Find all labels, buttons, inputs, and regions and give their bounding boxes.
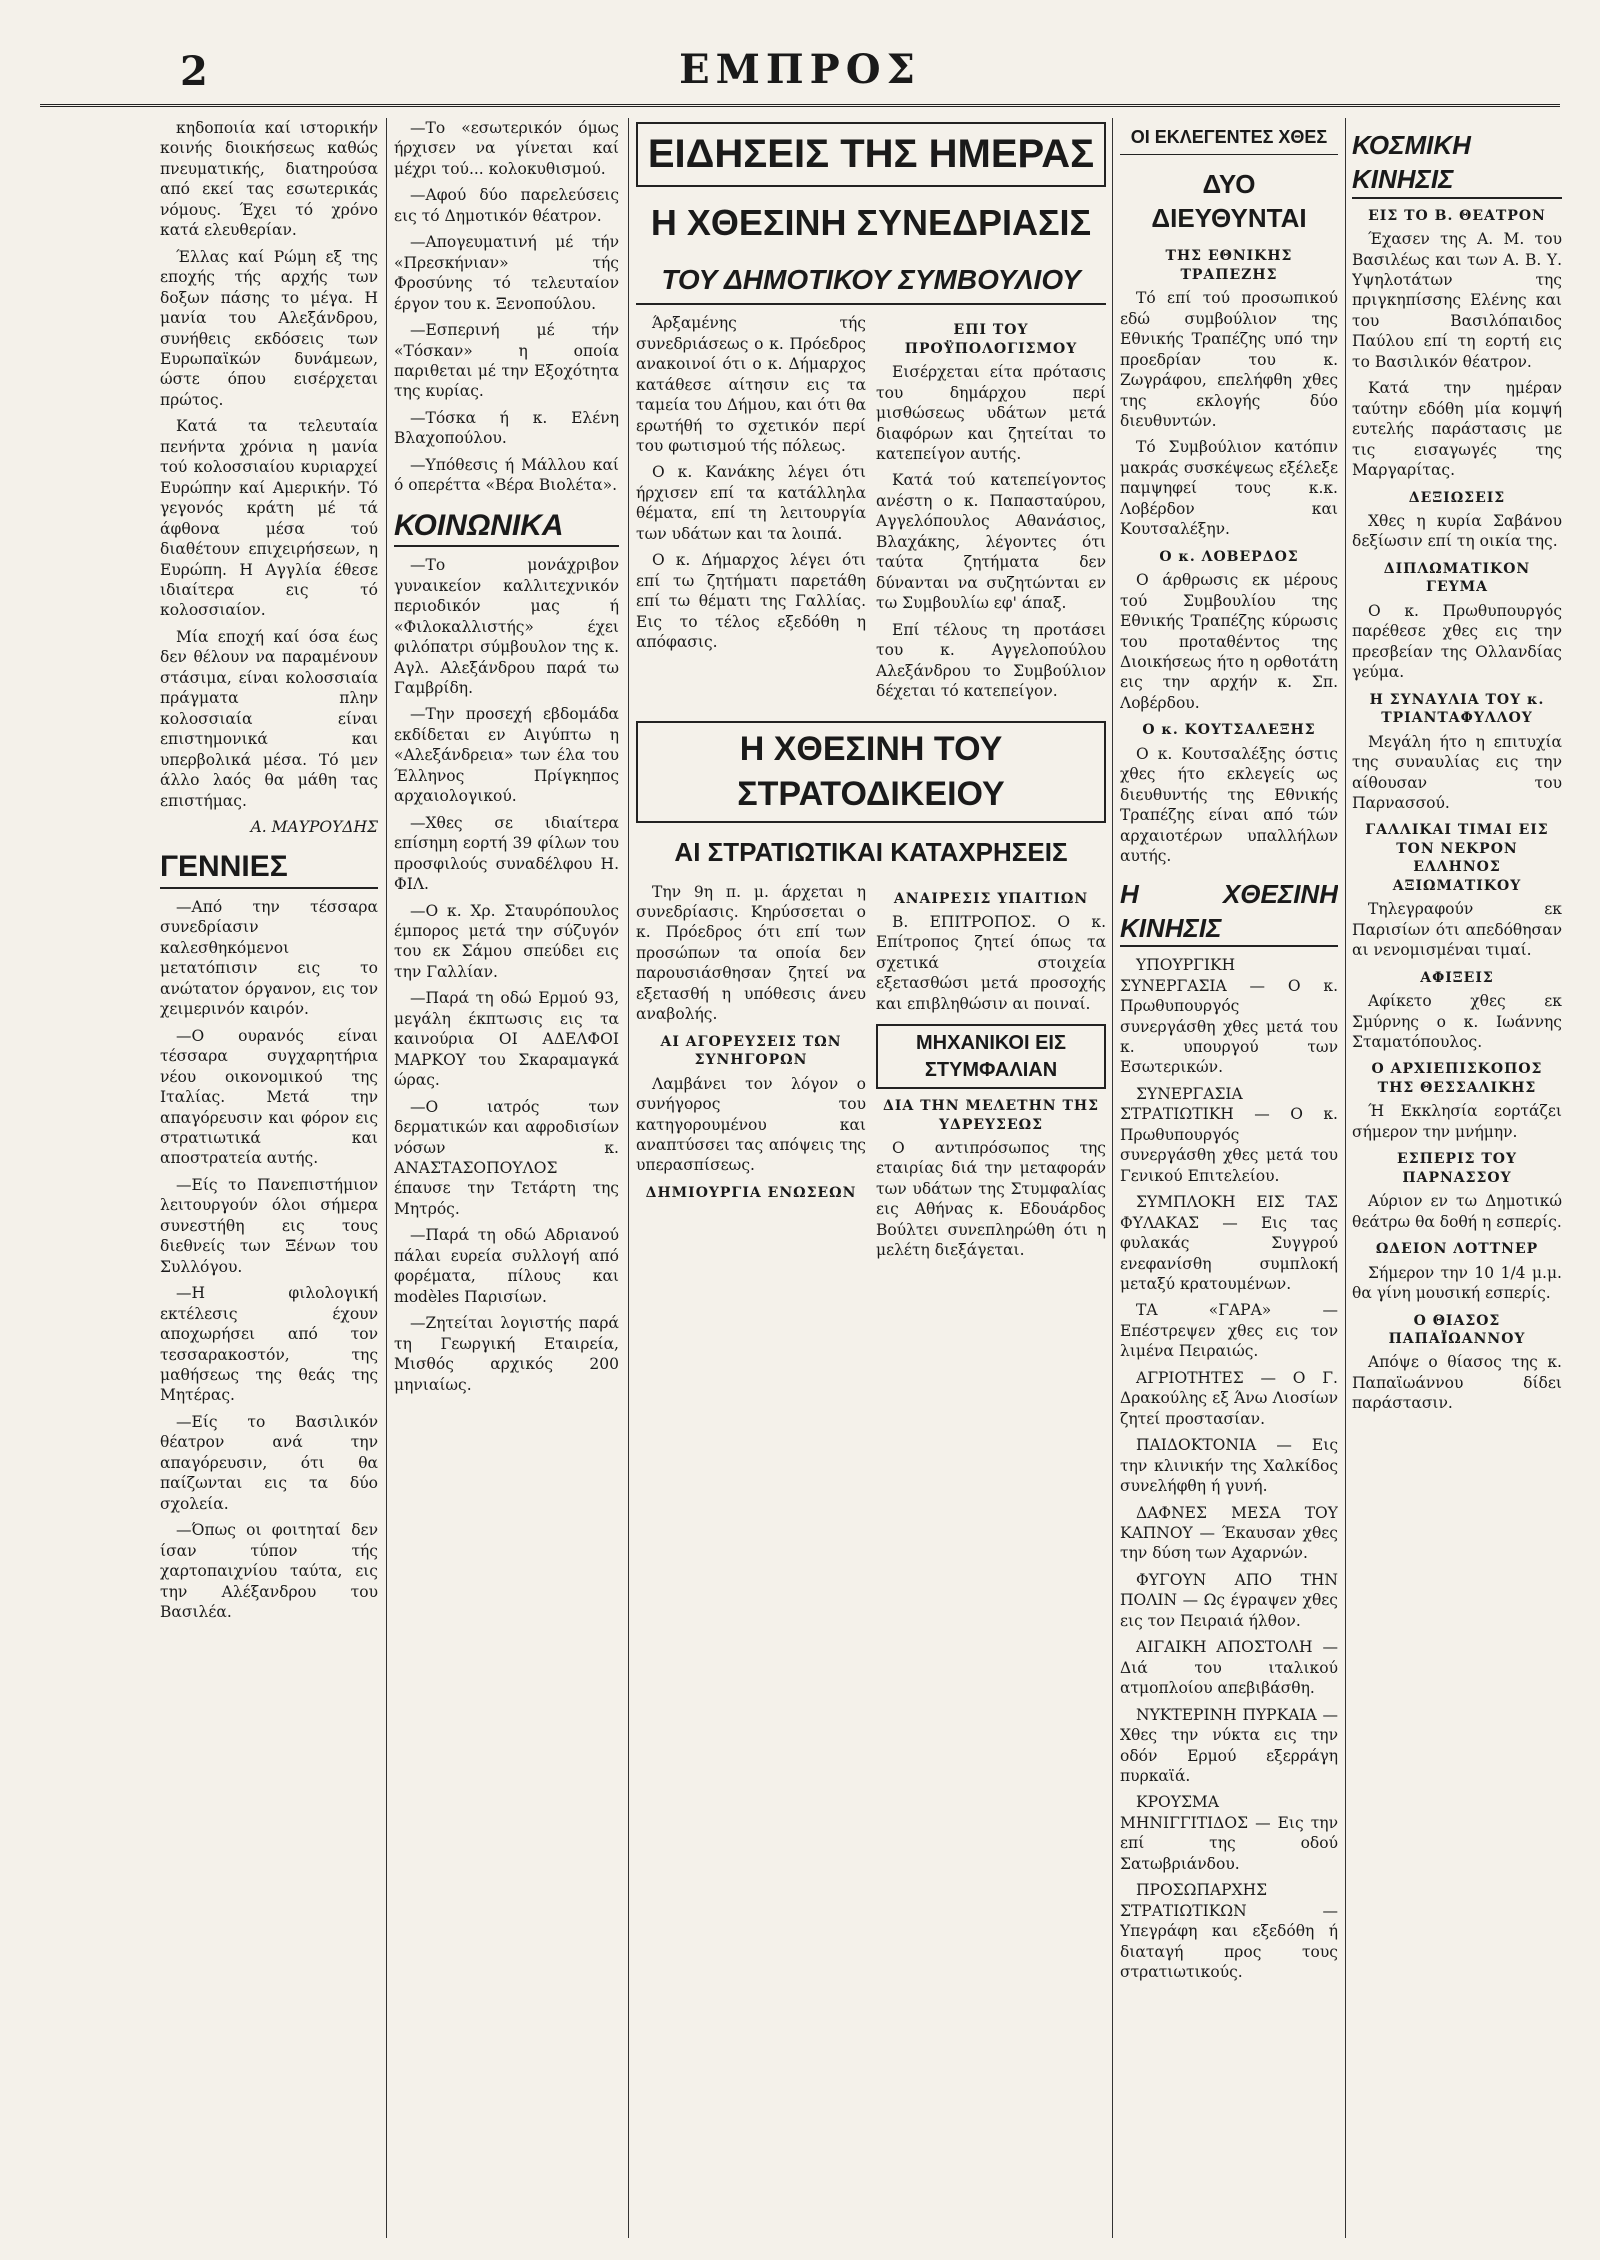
news-item: —Υπόθεσις ή Μάλλου καί ό οπερέττα «Βέρα Βιολέτα». [394,455,619,495]
news-item: ΑΙΓΑΙΚΗ ΑΠΟΣΤΟΛΗ — Διά του ιταλικού ατμοπλοίου απεβιβάσθη. [1120,1638,1338,1698]
article-paragraph: κηδοποιία καί ιστορικήν κοινής διοικήσεως καθώς πνευματικής, διατηρούσα από εκεί τας εσωτερικάς νόμους. Έχει τό χρόνο κατά ελευθερίαν. [160,119,378,240]
article-paragraph: Ο κ. Δήμαρχος λέγει ότι επί τω ζητήματι παρετάθη επί τω θέματι της Γαλλίας. Εις το τέλος εξεδόθη η απόφασις. [636,551,866,652]
page-number: 2 [180,48,208,95]
subheading: ΔΗΜΙΟΥΡΓΙΑ ΕΝΩΣΕΩΝ [645,1184,857,1201]
news-item: —Η φιλολογική εκτέλεσις έχουν αποχωρήσει από τον τεσσαρακοστόν, της μαθήσεως της θεάς της Μητέρας. [160,1284,378,1405]
news-item: —Είς το Βασιλικόν θέατρον ανά την απαγόρευσιν, ότι θα παίζωνται εις τα δύο σχολεία. [160,1412,378,1513]
news-item: Κατά την ημέραν ταύτην εδόθη μία κομψή ευτελής παράστασις με τις εισαγωγές της Μαργαρίτας. [1352,379,1562,480]
column-2 [394,118,619,2238]
news-item: —Ο ιατρός των δερματικών και αφροδισίων νόσων κ. ΑΝΑΣΤΑΣΟΠΟΥΛΟΣ έπαυσε την Τετάρτη της Μητρός. [394,1097,619,1218]
news-item: —Τόσκα ή κ. Ελένη Βλαχοπούλου. [394,408,619,448]
news-item: Αύριον εν τω Δημοτικώ θεάτρω θα δοθή η εσπερίς. [1352,1192,1562,1231]
subheading: ΕΙΣ ΤΟ Β. ΘΕΑΤΡΟΝ [1368,207,1546,224]
article-paragraph: Κατά τού κατεπείγοντος ανέστη ο κ. Παπασταύρου, Αγγελόπουλος Αθανάσιος, Βλαχάκης, λέγοντες ότι ταύτα ζητήματα δεν δύνανται να συζητώνται εν τω Συμβουλίω εφ' άπαξ. [876,471,1106,613]
news-item: ΥΠΟΥΡΓΙΚΗ ΣΥΝΕΡΓΑΣΙΑ — Ο κ. Πρωθυπουργός συνεργάσθη χθες μετά του κ. υπουργού των Εσωτερικών. [1120,956,1338,1077]
article-paragraph: Κατά τα τελευταία πενήντα χρόνια η μανία τού κολοσσιαίου κυριαρχεί Ευρώπην καί Αμερικήν. Τό γεγονός κράτη μέ τά άφθονα μέσα τού διαθέτουν επιχειρήσεων, η Ευρώπη. Η Αγγλία έθεσε ιδιαίτερα εις τό κολοσσιαίον. [160,417,378,620]
article-paragraph: Την 9η π. μ. άρχεται η συνεδρίασις. Κηρύσσεται ο κ. Πρόεδρος ότι επί των προσώπων τα οποία δεν παρουσιάσθησαν ζητεί να εξετασθή η υπόθεσις άνευ αναβολής. [636,882,866,1024]
subheading: ΑΦΙΞΕΙΣ [1420,969,1494,986]
article-paragraph: Έλλας καί Ρώμη εξ της εποχής τής αρχής των δοξων πάσης το μέγα. Η μανία του Αλεξάνδρου, συνήθεις εκδόσεις των Ευρωπαϊκών δυνάμεων, ώστε όπου εισέρχεται πρώτος. [160,247,378,409]
article-paragraph: Ο αντιπρόσωπος της εταιρίας διά την μεταφοράν των υδάτων της Στυμφαλίας εις Αθήνας κ. Εδουάρδος Βούλτει συνεπληρώθη ότι η μελέτη διεξάγεται. [876,1138,1106,1260]
article-paragraph: Ο κ. Κουτσαλέξης όστις χθες ήτο εκλεγείς ως διευθυντής της Εθνικής Τραπέζης είναι από τών αρχαιοτέρων υπαλλήλων αυτής. [1120,744,1338,866]
news-item: —Όπως οι φοιτηταί δεν ίσαν τύπον τής χαρτοπαιχνίου ταύτα, εις την Αλέξανδρου του Βασιλέα. [160,1521,378,1621]
column-5 [1352,118,1562,2238]
news-item: ΤΑ «ΓΑΡΑ» — Επέστρεψεν χθες εις τον λιμένα Πειραιώς. [1120,1301,1338,1361]
headline-council: Η ΧΘΕΣΙΝΗ ΣΥΝΕΔΡΙΑΣΙΣ [650,201,1092,243]
section-title-gennies: ΓΕΝΝΙΕΣ [160,847,378,889]
column-divider [628,118,629,2238]
subheading: Ο ΑΡΧΙΕΠΙΣΚΟΠΟΣ ΤΗΣ ΘΕΣΣΑΛΙΚΗΣ [1371,1061,1543,1096]
column-divider [1345,118,1346,2238]
section-title-kinisis: Η ΧΘΕΣΙΝΗ ΚΙΝΗΣΙΣ [1120,877,1338,948]
subheading: ΓΑΛΛΙΚΑΙ ΤΙΜΑΙ ΕΙΣ ΤΟΝ ΝΕΚΡΟΝ ΕΛΛΗΝΟΣ ΑΞΙΩΜΑΤΙΚΟΥ [1365,822,1549,894]
news-item: ΠΑΙΔΟΚΤΟΝΙΑ — Εις την κλινικήν της Χαλκίδος συνελήφθη ή γυνή. [1120,1436,1338,1496]
column-4 [1120,118,1338,2238]
news-item: Σήμερον την 10 1/4 μ.μ. θα γίνη μουσική εσπερίς. [1352,1263,1562,1303]
news-item: —Χθες σε ιδιαίτερα επίσημη εορτή 39 φίλων του προσφιλούς συναδέλφου Η. ΦΙΛ. [394,813,619,894]
news-item: —Την προσεχή εβδομάδα εκδίδεται εν Αιγύπτω η «Αλεξάνδρεια» των έλα του Έλληνος Πρίγκηπος αρχαιολογικού. [394,705,619,806]
news-item: Ή Εκκλησία εορτάζει σήμερον την μνήμην. [1352,1102,1562,1141]
news-item: Χθες η κυρία Σαβάνου δεξίωσιν επί τη οικία της. [1352,512,1562,551]
news-item: —Από την τέσσαρα συνεδρίασιν καλεσθηκόμενοι μετατόπισιν εις το ανώτατον όργανον, εις τον χειμερινόν καιρόν. [160,898,378,1019]
news-item: Απόψε ο θίασος της κ. Παπαϊωάννου δίδει παράστασιν. [1352,1353,1562,1413]
headline-court-martial-sub: ΑΙ ΣΤΡΑΤΙΩΤΙΚΑΙ ΚΑΤΑΧΡΗΣΕΙΣ [674,837,1068,868]
headline-engineers-sub: ΔΙΑ ΤΗΝ ΜΕΛΕΤΗΝ ΤΗΣ ΥΔΡΕΥΣΕΩΣ [882,1098,1100,1133]
news-item: —Παρά τη οδώ Ερμού 93, μεγάλη έκπτωσις εις τα καινούρια ΟΙ ΑΔΕΛΦΟΙ ΜΑΡΚΟΥ του Σκαραμαγκά ώρας. [394,989,619,1090]
article-paragraph: Εισέρχεται είτα πρότασις του δημάρχου περί μισθώσεως υδάτων μετά διαφόρων και ζητείται το κατεπείγον αυτής. [876,363,1106,464]
column-divider [386,118,387,2238]
headline-engineers: ΜΗΧΑΝΙΚΟΙ ΕΙΣ ΣΤΥΜΦΑΛΙΑΝ [876,1024,1106,1089]
article-paragraph: Λαμβάνει τον λόγον ο συνήγορος του κατηγορουμένου και αναπτύσσει τας απόψεις της υπερασπίσεως. [636,1074,866,1175]
headline-council-sub: ΤΟΥ ΔΗΜΟΤΙΚΟΥ ΣΥΜΒΟΥΛΙΟΥ [636,258,1106,305]
subheading: ΑΝΑΙΡΕΣΙΣ ΥΠΑΙΤΙΩΝ [893,890,1089,907]
news-item: —Παρά τη οδώ Αδριανού πάλαι ευρεία συλλογή από φορέματα, πίλους και modèles Παρισίων. [394,1226,619,1306]
news-item: ΣΥΝΕΡΓΑΣΙΑ ΣΤΡΑΤΙΩΤΙΚΗ — Ο κ. Πρωθυπουργός συνεργάσθη χθες μετά του Γενικού Επιτελείου. [1120,1084,1338,1185]
author-signature: Α. ΜΑΥΡΟΥΔΗΣ [250,817,378,836]
news-item: Τηλεγραφούν εκ Παρισίων ότι απεδόθησαν αι νενομισμέναι τιμαί. [1352,900,1562,960]
article-paragraph: Επί τέλους τη προτάσει του κ. Αγγελοπούλου Αλεξάνδρου το Συμβούλιον δέχεται τό κατεπείγον. [876,620,1106,700]
section-title-kosmiki: ΚΟΣΜΙΚΗ ΚΙΝΗΣΙΣ [1352,128,1562,199]
news-item: —Ο ουρανός είναι τέσσαρα συγχαρητήρια νέου οικονομικού της Ιταλίας. Μετά την απαγόρευσιν και φόρον εις στρατιωτικά και αποστρατεία αυτής. [160,1026,378,1168]
masthead-rule [40,104,1560,107]
news-item: ΔΑΦΝΕΣ ΜΕΣΑ ΤΟΥ ΚΑΠΝΟΥ — Έκαυσαν χθες την δύση των Αχαρνών. [1120,1503,1338,1563]
news-item: —Το «εσωτερικόν όμως ήρχισεν να γίνεται καί μέχρι τού... κολοκυθισμού. [394,119,619,178]
column-divider [1112,118,1113,2238]
article-paragraph: Ο κ. Κανάκης λέγει ότι ήρχισεν επί τα κατάλληλα θέματα, επί τη λειτουργία των υδάτων και τα λοιπά. [636,463,866,543]
headline-elected-sub: ΔΥΟ ΔΙΕΥΘΥΝΤΑΙ [1151,168,1307,234]
article-paragraph: Άρξαμένης τής συνεδριάσεως ο κ. Πρόεδρος ανακοινοί ότι ο κ. Δήμαρχος κατάθεσε αίτησιν εις τα ταμεία του Δήμου, και ότι θα ερωτήθή το σχετικόν περί του φωτισμού τής πόλεως. [636,314,866,455]
subheading: Η ΣΥΝΑΥΛΙΑ ΤΟΥ κ. ΤΡΙΑΝΤΑΦΥΛΛΟΥ [1369,691,1545,727]
subheading: ΔΕΞΙΩΣΕΙΣ [1408,489,1506,506]
banner-news-of-day: ΕΙΔΗΣΕΙΣ ΤΗΣ ΗΜΕΡΑΣ [636,122,1106,187]
article-council [636,313,1106,707]
news-item: ΑΓΡΙΟΤΗΤΕΣ — Ο Γ. Δρακούλης εξ Άνω Λιοσίων ζητεί προστασίαν. [1120,1368,1338,1428]
subheading: Ο κ. ΛΟΒΕΡΔΟΣ [1159,548,1299,565]
article-paragraph: Τό επί τού προσωπικού εδώ συμβούλιον της Εθνικής Τραπέζης υπό την προεδρίαν του κ. Ζωγράφου, επελήφθη χθες της εκλογής δύο διευθυντών. [1120,289,1338,431]
masthead [40,18,1560,108]
news-item-list [1120,955,1338,1982]
column-3 [636,118,1106,2238]
article-paragraph: Ο άρθρωσις εκ μέρους τού Συμβουλίου της Εθνικής Τραπέζης κύρωσις του προταθέντος της Διοικήσεως ήτο η ορθοτάτη εις την αρχήν κ. Σπ. Λοβέρδου. [1120,571,1338,712]
subheading: Ο κ. ΚΟΥΤΣΑΛΕΞΗΣ [1142,722,1316,739]
news-item: —Το μονάχριβον γυναικείον καλλιτεχνικόν περιοδικόν μας ή «Φιλοκαλλιστής» έχει φιλόπατρι σύμβουλον της κ. Αγλ. Αλεξάνδρου παρά τω Γαμβρίδη. [394,556,619,698]
subheading: ΩΔΕΙΟΝ ΛΟΤΤΝΕΡ [1375,1241,1539,1258]
news-item: Ο κ. Πρωθυπουργός παρέθεσε χθες εις την πρεσβείαν της Ολλανδίας γεύμα. [1352,601,1562,682]
headline-court-martial: Η ΧΘΕΣΙΝΗ ΤΟΥ ΣΤΡΑΤΟΔΙΚΕΙΟΥ [636,721,1106,823]
news-item: —Ζητείται λογιστής παρά τη Γεωργική Εταιρεία, Μισθός αρχικός 200 μηνιαίως. [394,1314,619,1394]
news-item: ΚΡΟΥΣΜΑ ΜΗΝΙΓΓΙΤΙΔΟΣ — Εις την επί της οδού Σατωβριάνδου. [1120,1793,1338,1873]
subheading: ΑΙ ΑΓΟΡΕΥΣΕΙΣ ΤΩΝ ΣΥΝΗΓΟΡΩΝ [660,1033,842,1069]
article-court-martial [636,882,1106,1267]
news-item: —Αφού δύο παρελεύσεις εις τό Δημοτικόν θέατρον. [394,186,619,225]
headline-elected-sub2: ΤΗΣ ΕΘΝΙΚΗΣ ΤΡΑΠΕΖΗΣ [1165,248,1293,283]
news-item: ΠΡΟΣΩΠΑΡΧΗΣ ΣΤΡΑΤΙΩΤΙΚΩΝ — Υπεγράφη και εξεδόθη ή διαταγή προς τους στρατιωτικούς. [1120,1881,1338,1982]
article-paragraph: Μία εποχή καί όσα έως δεν θέλουν να παραμένουν στάσιμα, είναι κολοσσιαία πράγματα πλην κολοσσιαία είναι επιστημονικά και υπερβολικά μέσα. Τό μεν άλλο λαός θα μάθη τας επιστήμας. [160,627,378,810]
news-item: ΦΥΓΟΥΝ ΑΠΟ ΤΗΝ ΠΟΛΙΝ — Ως έγραψεν χθες εις τον Πειραιά ήλθον. [1120,1570,1338,1630]
column-1 [160,118,378,2238]
news-item: —Απογευματινή μέ τήν «Πρεσκήνιαν» τής Φροσύνης τό τελευταίον έργον του κ. Ξενοπούλου. [394,233,619,313]
news-item: ΝΥΚΤΕΡΙΝΗ ΠΥΡΚΑΙΑ — Χθες την νύκτα εις την οδόν Ερμού εξερράγη πυρκαϊά. [1120,1705,1338,1785]
news-item: —Εσπερινή μέ τήν «Τόσκαν» η οποία παριθεται μέ την Εξοχότητα της κυρίας. [394,321,619,401]
news-item: Αφίκετο χθες εκ Σμύρνης ο κ. Ιωάννης Σταματόπουλος. [1352,992,1562,1052]
subheading: Ο ΘΙΑΣΟΣ ΠΑΠΑΪΩΑΝΝΟΥ [1388,1312,1526,1347]
subheading: ΕΣΠΕΡΙΣ ΤΟΥ ΠΑΡΝΑΣΣΟΥ [1397,1151,1517,1186]
news-item: —Ο κ. Χρ. Σταυρόπουλος έμπορος μετά την σύζυγόν του εκ Σάμου σπεύδει εις την Γαλλίαν. [394,901,619,981]
subheading: ΔΙΠΛΩΜΑΤΙΚΟΝ ΓΕΥΜΑ [1383,560,1531,596]
news-item: Μεγάλη ήτο η επιτυχία της συναυλίας εις την αίθουσαν του Παρνασσού. [1352,732,1562,812]
paper-name: ΕΜΠΡΟΣ [679,46,921,93]
news-item: ΣΥΜΠΛΟΚΗ ΕΙΣ ΤΑΣ ΦΥΛΑΚΑΣ — Εις τας φυλακάς Συγγρού ενεφανίσθη συμπλοκή μεταξύ κρατουμένων. [1120,1193,1338,1293]
headline-elected: ΟΙ ΕΚΛΕΓΕΝΤΕΣ ΧΘΕΣ [1120,122,1338,155]
subheading: ΕΠΙ ΤΟΥ ΠΡΟΫΠΟΛΟΓΙΣΜΟΥ [904,322,1078,357]
article-paragraph: Τό Συμβούλιον κατόπιν μακράς συσκέψεως εξέλεξε παμψηφεί τους κ.κ. Λοβέρδον και Κουτσαλέξην. [1120,438,1338,539]
news-item: Έχασεν της Α. Μ. του Βασιλέως και των Α. Β. Υ. Υψηλοτάτων της πριγκηπίσσης Ελένης και του Βασιλόπαιδος Παύλου επί τη εορτή εις το Βασιλικόν θέατρον. [1352,230,1562,371]
article-paragraph: Β. ΕΠΙΤΡΟΠΟΣ. Ο κ. Επίτροπος ζητεί όπως τα σχετικά στοιχεία εξετασθώσι μετά προσοχής και επιβληθώσιν αι ποιναί. [876,912,1106,1013]
section-title-koinonika: ΚΟΙΝΩΝΙΚΑ [394,506,619,548]
news-item: —Είς το Πανεπιστήμιον λειτουργούν όλοι σήμερα συνεστήθη εις τους διεθνείς των Ξένων του Συλλόγου. [160,1175,378,1276]
